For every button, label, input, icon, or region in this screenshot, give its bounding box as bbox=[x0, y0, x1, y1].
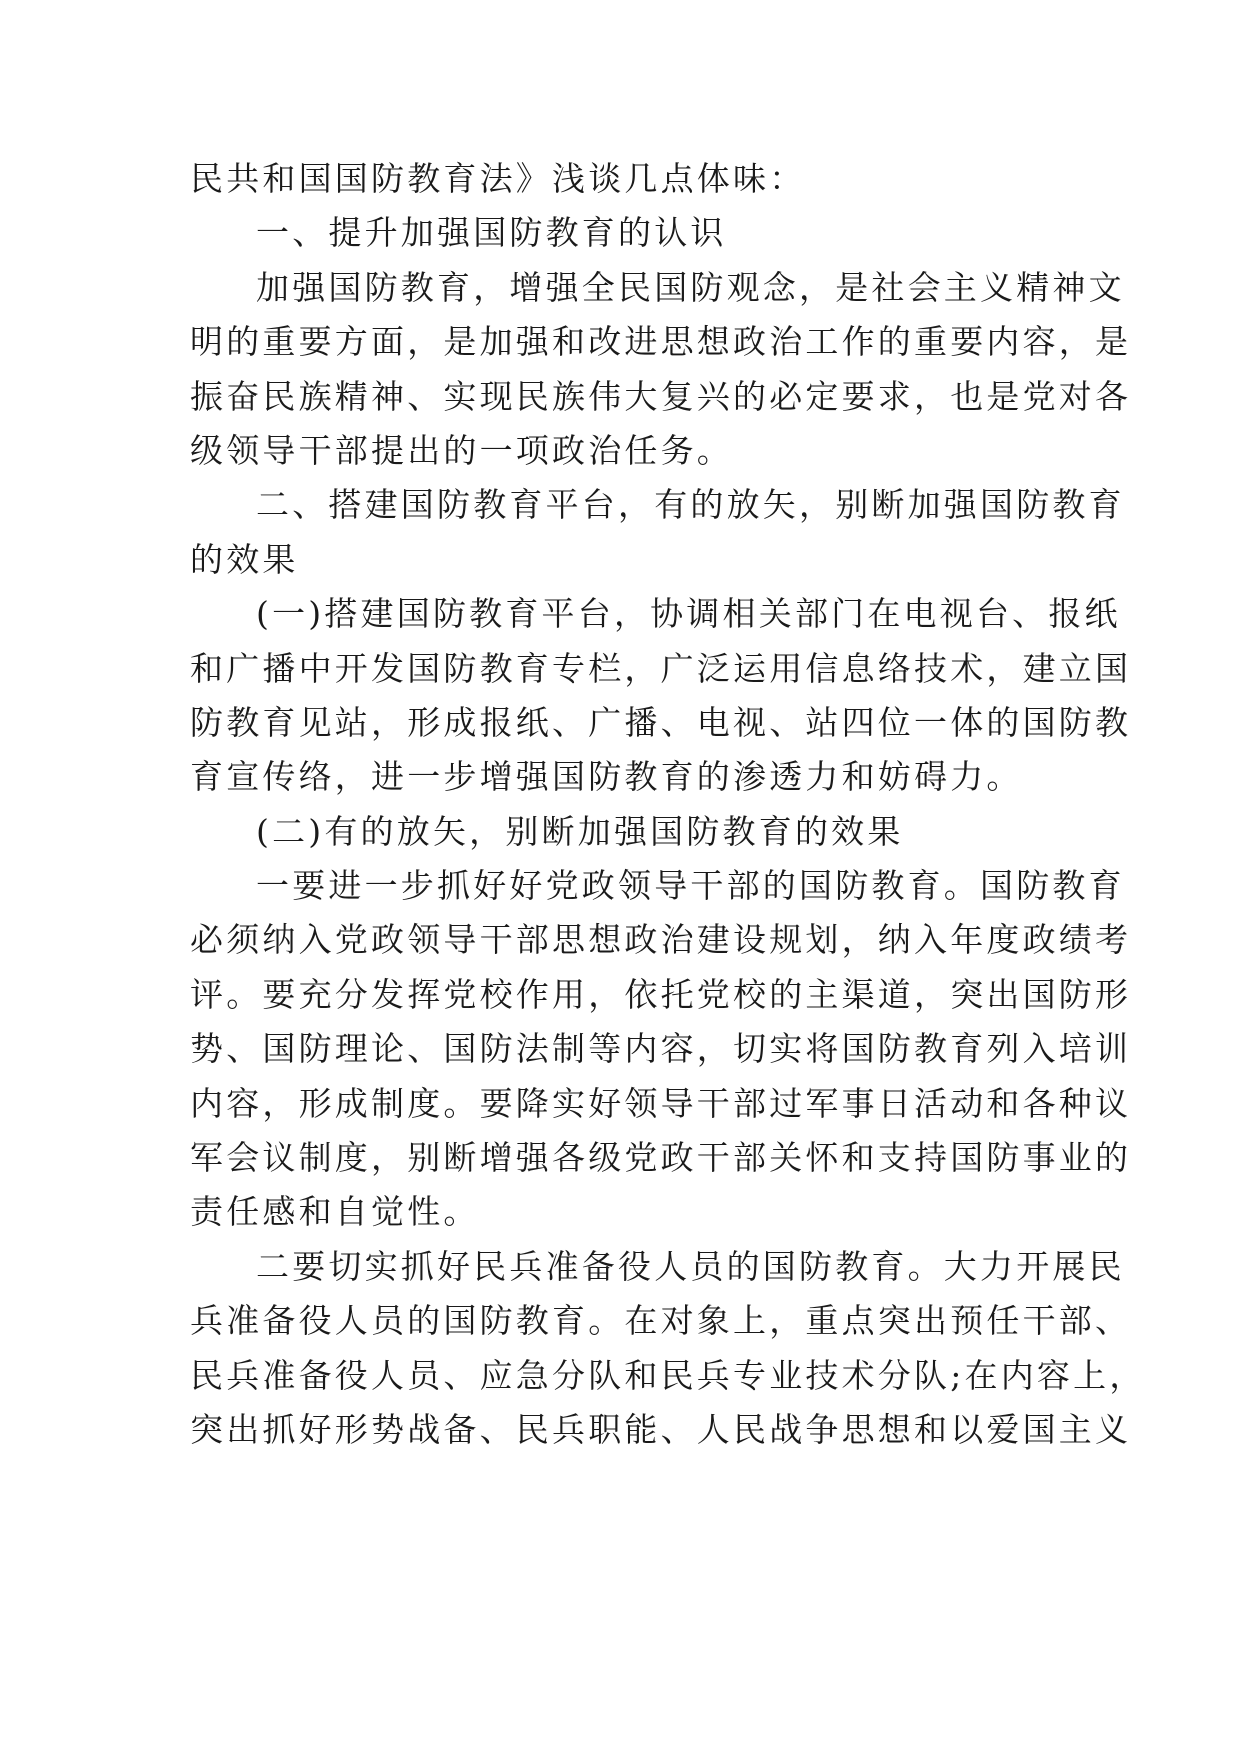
text-line: (一)搭建国防教育平台，协调相关部门在电视台、报纸 bbox=[256, 594, 1121, 634]
text-line: 加强国防教育，增强全民国防观念，是社会主义精神文 bbox=[256, 267, 1125, 307]
text-line: 必须纳入党政领导干部思想政治建设规划，纳入年度政绩考 bbox=[190, 920, 1132, 960]
text-line: 一要进一步抓好好党政领导干部的国防教育。国防教育 bbox=[256, 866, 1125, 906]
text-line: 二、搭建国防教育平台，有的放矢，别断加强国防教育 bbox=[256, 485, 1125, 525]
text-line: 一、提升加强国防教育的认识 bbox=[256, 213, 727, 253]
text-line: 和广播中开发国防教育专栏，广泛运用信息络技术，建立国 bbox=[190, 648, 1132, 688]
text-line: 军会议制度，别断增强各级党政干部关怀和支持国防事业的 bbox=[190, 1138, 1132, 1178]
document-body bbox=[190, 152, 1146, 1457]
text-line: 评。要充分发挥党校作用，依托党校的主渠道，突出国防形 bbox=[190, 974, 1132, 1014]
text-line: 民兵准备役人员、应急分队和民兵专业技术分队;在内容上， bbox=[190, 1355, 1146, 1395]
text-line: 责任感和自觉性。 bbox=[190, 1192, 480, 1232]
text-line: 二要切实抓好民兵准备役人员的国防教育。大力开展民 bbox=[256, 1246, 1125, 1286]
text-line: 兵准备役人员的国防教育。在对象上，重点突出预任干部、 bbox=[190, 1301, 1132, 1341]
text-line: 防教育见站，形成报纸、广播、电视、站四位一体的国防教 bbox=[190, 702, 1132, 742]
text-line: 内容，形成制度。要降实好领导干部过军事日活动和各种议 bbox=[190, 1083, 1132, 1123]
text-line: 振奋民族精神、实现民族伟大复兴的必定要求，也是党对各 bbox=[190, 376, 1132, 416]
text-line: (二)有的放矢，别断加强国防教育的效果 bbox=[256, 811, 904, 851]
text-line: 突出抓好形势战备、民兵职能、人民战争思想和以爱国主义 bbox=[190, 1409, 1132, 1449]
text-line: 势、国防理论、国防法制等内容，切实将国防教育列入培训 bbox=[190, 1029, 1132, 1069]
text-line: 育宣传络，进一步增强国防教育的渗透力和妨碍力。 bbox=[190, 757, 1023, 797]
text-line: 级领导干部提出的一项政治任务。 bbox=[190, 430, 733, 470]
text-line: 的效果 bbox=[190, 539, 299, 579]
text-line: 民共和国国防教育法》浅谈几点体味： bbox=[190, 159, 806, 198]
text-line: 明的重要方面，是加强和改进思想政治工作的重要内容，是 bbox=[190, 322, 1132, 362]
